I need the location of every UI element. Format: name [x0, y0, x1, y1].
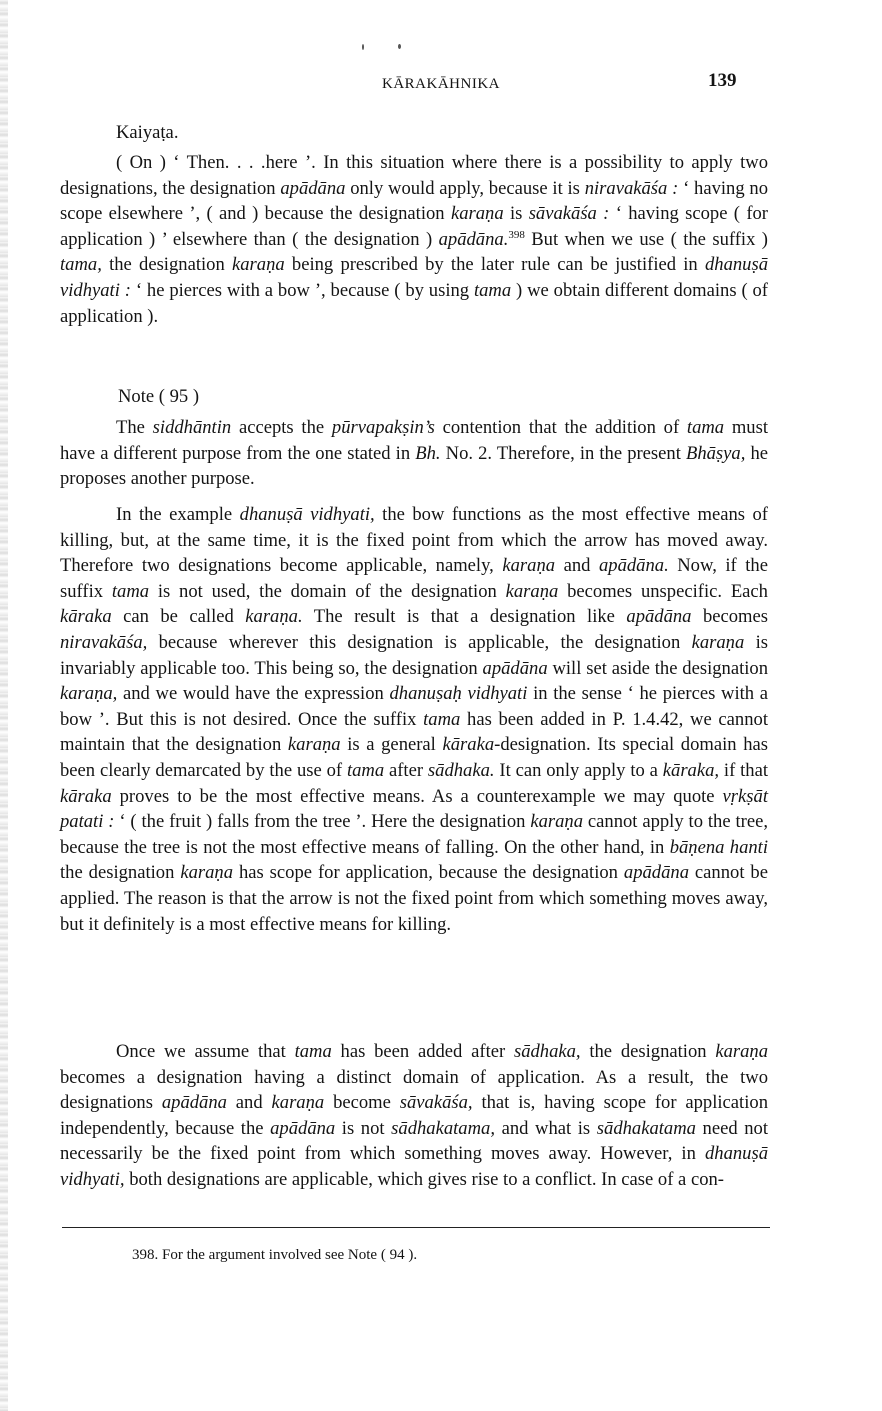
text-run: the designation — [101, 254, 232, 276]
kaiyata-label: Kaiyaṭa. — [116, 122, 179, 143]
text-run: and we would have the expression — [117, 683, 390, 705]
text-run: can be called — [111, 606, 246, 628]
text-run: is invariably applicable too. This being so, the designation — [60, 631, 768, 679]
text-run: becomes — [691, 606, 768, 628]
italic-term: sādhaka. — [427, 759, 495, 781]
italic-term: apādāna — [482, 657, 548, 679]
italic-term: karaṇa — [502, 555, 556, 577]
text-run: Once we assume that — [116, 1041, 295, 1062]
text-run: ‘ having scope ( for application ) ’ elsewhere than ( the designation ) — [60, 203, 769, 250]
italic-term: sādhakatama — [596, 1117, 696, 1139]
text-run: the bow functions as the most effective means of killing, but, at the same time, it is the fixed point from which the arrow has moved away. Therefore two designations become applicable, namely, — [60, 504, 768, 577]
text-run: ‘ ( the fruit ) falls from the tree ’. Here the designation — [114, 811, 531, 833]
italic-term: karaṇa — [231, 254, 285, 276]
text-run: is not — [335, 1117, 392, 1139]
text-run: ‘ he pierces with a bow ’, because ( by using — [130, 279, 474, 301]
text-run: cannot be applied. The reason is that the arrow is not the fixed point from which something moves away, but it definitely is a most effective means for killing. — [60, 862, 768, 935]
italic-term: dhanuṣā vidhyati, — [60, 1143, 768, 1190]
italic-term: karaṇa. — [245, 606, 303, 628]
text-run: becomes unspecific. Each — [558, 580, 768, 602]
paragraph-example — [60, 502, 768, 937]
scan-speck — [398, 44, 401, 49]
text-run: only would apply, because it is — [345, 177, 585, 199]
paragraph-note-intro — [60, 415, 768, 492]
text-run: the designation — [60, 862, 181, 884]
italic-term: Bhāṣya, — [685, 442, 746, 464]
italic-term: apādāna. — [598, 555, 669, 577]
text-run: cannot apply to the tree, because the tree is not the most effective means of falling. On the other hand, in — [60, 811, 768, 858]
footnote-398: 398. For the argument involved see Note ( 94 ). — [132, 1247, 418, 1263]
text-run: is not used, the domain of the designation — [149, 580, 506, 602]
italic-term: dhanuṣā vidhyati : — [60, 254, 768, 301]
italic-term: tama — [423, 708, 461, 730]
text-run: has scope for application, because the designation — [233, 862, 624, 884]
italic-term: kāraka — [60, 606, 112, 628]
italic-term: sādhaka, — [513, 1041, 581, 1062]
text-run: -designation. Its special domain has been clearly demarcated by the use of — [60, 734, 768, 781]
italic-term: bāṇena hanti — [669, 836, 768, 858]
text-run: contention that the addition of — [434, 417, 687, 438]
text-run: But when we use ( the suffix ) — [524, 228, 768, 250]
italic-term: karaṇa — [287, 734, 341, 756]
text-run: and what is — [494, 1117, 597, 1139]
text-run: has been added after — [331, 1041, 514, 1062]
italic-term: tama — [294, 1041, 332, 1062]
italic-term: karaṇa — [691, 631, 745, 653]
italic-term: tama — [686, 417, 725, 438]
footnote-rule — [62, 1227, 770, 1228]
italic-term: tama — [473, 279, 512, 301]
italic-term: karaṇa, — [60, 683, 118, 705]
text-run: that is, having scope for application independently, because the — [60, 1092, 768, 1139]
italic-term: apādāna. — [438, 228, 509, 250]
scan-speck — [362, 44, 364, 50]
text-run: will set aside the designation — [547, 657, 769, 679]
italic-term: sāvakāśa, — [399, 1092, 473, 1114]
italic-term: apādāna — [626, 606, 692, 628]
text-run: The result is that a designation like — [302, 606, 627, 628]
scanned-page-edge — [0, 0, 8, 1411]
italic-term: dhanuṣaḥ vidhyati — [389, 683, 528, 705]
paragraph-kaiyata — [60, 150, 768, 329]
italic-term: dhanuṣā vidhyati, — [239, 504, 375, 525]
text-run: ) we obtain different domains ( of application ). — [60, 279, 768, 327]
footnote-ref: 398 — [508, 228, 525, 241]
text-run: ‘ having no scope elsewhere ’, ( and ) because the designation — [60, 177, 768, 225]
text-run: and — [226, 1092, 272, 1114]
text-run: In the example — [116, 504, 240, 525]
text-run: if that — [719, 759, 768, 781]
text-run: in the sense ‘ he pierces with a bow ’. But this is not desired. Once the suffix — [60, 683, 769, 730]
italic-term: apādāna — [161, 1092, 227, 1114]
italic-term: karaṇa — [530, 811, 583, 833]
page-number: 139 — [708, 70, 737, 91]
text-run: No. 2. Therefore, in the present — [440, 442, 686, 464]
text-run: and — [555, 555, 599, 577]
italic-term: niravakāśa : — [584, 177, 679, 199]
running-title: KĀRAKĀHNIKA — [382, 76, 500, 92]
text-run: need not necessarily be the fixed point from which something moves away. However, in — [60, 1117, 769, 1165]
italic-term: karaṇa — [271, 1092, 325, 1114]
italic-term: karaṇa — [715, 1041, 768, 1062]
text-run: It can only apply to a — [494, 759, 663, 781]
text-run: the designation — [580, 1041, 716, 1062]
text-run: he proposes another purpose. — [60, 442, 769, 490]
italic-term: karaṇa — [450, 203, 504, 225]
text-run: must have a different purpose from the one stated in — [60, 417, 769, 464]
italic-term: tama — [111, 580, 150, 602]
text-run: is — [503, 203, 529, 225]
text-run: being prescribed by the later rule can be justified in — [284, 254, 705, 276]
note-heading: Note ( 95 ) — [118, 386, 200, 407]
text-run: become — [324, 1092, 400, 1114]
italic-term: kāraka — [60, 785, 112, 807]
text-run: is a general — [340, 734, 443, 756]
text-run: Now, if the suffix — [60, 555, 768, 602]
italic-term: pūrvapakṣin’s — [331, 417, 435, 438]
italic-term: tama — [346, 759, 385, 781]
text-run: accepts the — [231, 417, 332, 438]
text-run: becomes a designation having a distinct domain of application. As a result, the two designations — [60, 1066, 768, 1114]
text-run: ( On ) ‘ Then. . . .here ’. In this situation where there is a possibility to apply two designations, the designation — [60, 152, 768, 199]
italic-term: Bh. — [415, 442, 441, 464]
italic-term: karaṇa — [505, 580, 559, 602]
italic-term: apādāna — [270, 1117, 336, 1139]
italic-term: siddhāntin — [152, 417, 232, 438]
italic-term: vṛkṣāt patati : — [60, 785, 768, 833]
italic-term: niravakāśa, — [60, 631, 148, 653]
text-run: because wherever this designation is applicable, the designation — [147, 631, 692, 653]
italic-term: kāraka — [442, 734, 495, 756]
text-run: after — [384, 759, 428, 781]
text-run: has been added in P. 1.4.42, we cannot maintain that the designation — [60, 708, 768, 756]
italic-term: apādāna — [623, 862, 689, 884]
italic-term: tama, — [60, 254, 102, 276]
paragraph-conflict — [60, 1039, 768, 1193]
italic-term: sāvakāśa : — [528, 203, 610, 225]
text-run: proves to be the most effective means. As a counterexample we may quote — [111, 785, 723, 807]
italic-term: apādāna — [280, 177, 346, 199]
italic-term: karaṇa — [180, 862, 234, 884]
italic-term: kāraka, — [662, 759, 720, 781]
text-run: The — [116, 417, 153, 438]
italic-term: sādhakatama, — [391, 1117, 495, 1139]
text-run: both designations are applicable, which gives rise to a conflict. In case of a con- — [124, 1168, 724, 1190]
